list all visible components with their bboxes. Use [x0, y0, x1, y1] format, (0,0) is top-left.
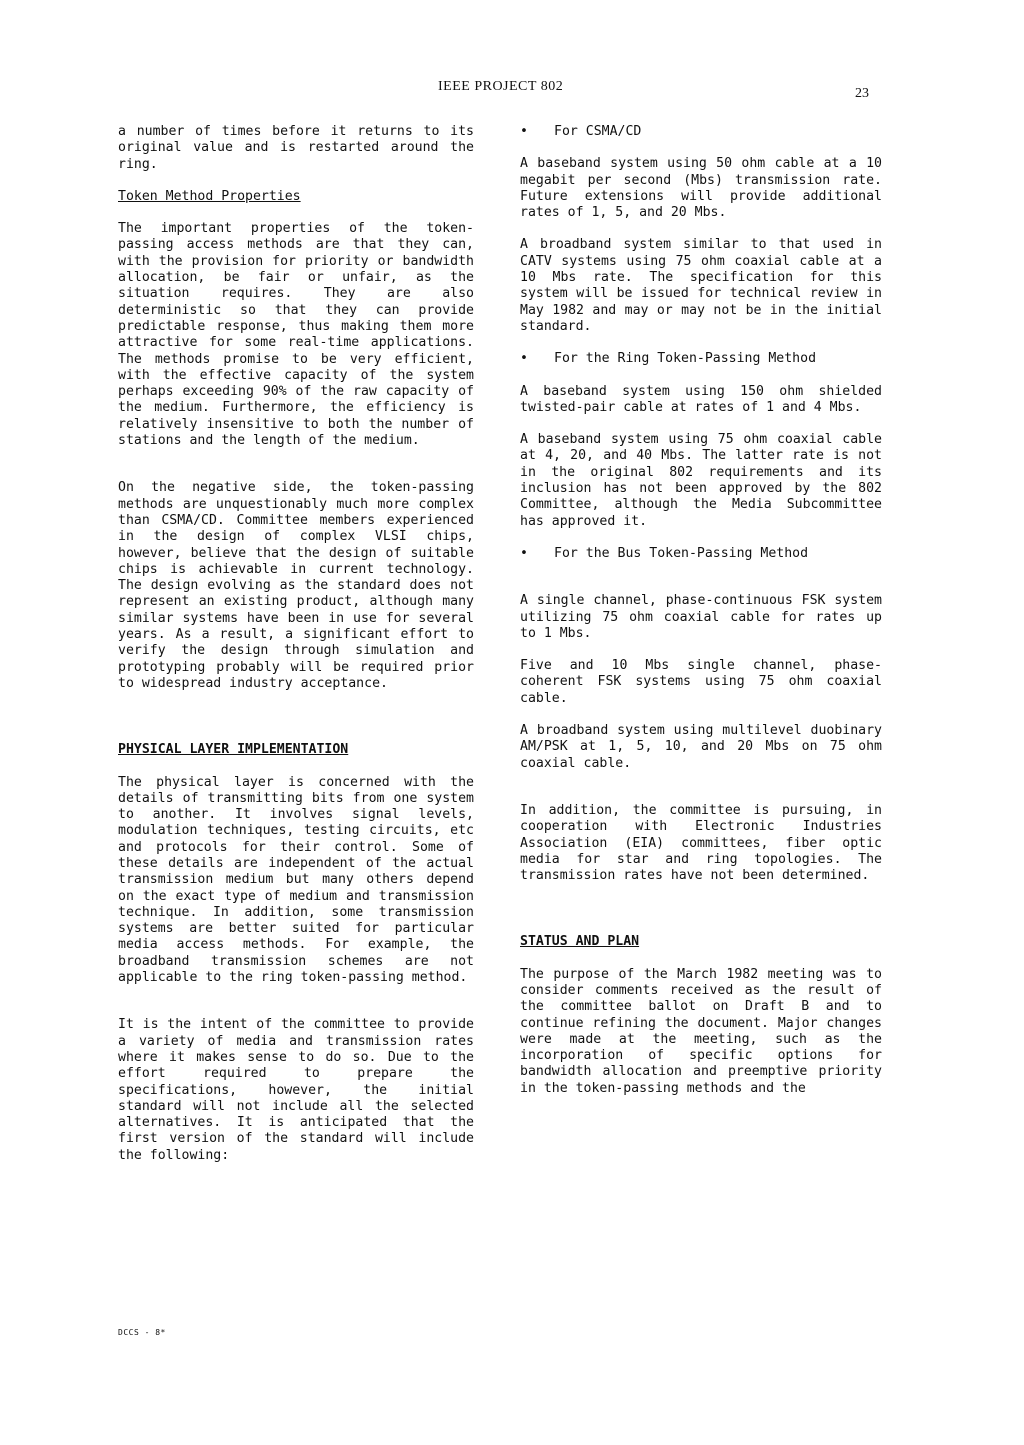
paragraph-phase-coherent-fsk: Five and 10 Mbs single channel, phase-coherent FSK systems using 75 ohm coaxial cable. — [520, 658, 882, 706]
bullet-label-ring-token: For the Ring Token-Passing Method — [554, 351, 817, 367]
bullet-dot-icon: • — [520, 351, 528, 367]
paragraph-fiber-optic: In addition, the committee is pursuing, in cooperation with Electronic Industries Association (EIA) committees, fiber optic media for star and ring topologies. The transmission rates have not been determined. — [520, 802, 882, 884]
paragraph-ring-restart: a number of times before it returns to its original value and is restarted around the ring. — [118, 124, 474, 172]
paragraph-baseband-50-ohm: A baseband system using 50 ohm cable at a 10 megabit per second (Mbs) transmission rate. Future extensions will provide additional rates of 1, 5, and 20 Mbs. — [520, 156, 882, 221]
running-header: IEEE PROJECT 802 — [438, 79, 564, 94]
footer-code: DCCS - 8* — [118, 1328, 166, 1337]
paragraph-broadband-catv: A broadband system similar to that used in CATV systems using 75 ohm coaxial cable at a 10 Mbs rate. The specification for this system will be issued for technical review in May 1982 and may or may not be in the initial standard. — [520, 237, 882, 334]
paragraph-march-meeting: The purpose of the March 1982 meeting was to consider comments received as the result of the committee ballot on Draft B and to continue refining the document. Major changes were made at the meeting, such as the incorporation of specific options for bandwidth allocation and preemptive priority in the token-passing methods and the — [520, 966, 882, 1096]
bullet-ring-token — [520, 351, 882, 367]
paragraph-physical-layer: The physical layer is concerned with the details of transmitting bits from one system to another. It involves signal levels, modulation techniques, testing circuits, etc and protocols for their control. Some of these details are independent of the actual transmission medium but many others depend on the exact type of medium and transmission technique. In addition, some transmission systems are better suited for particular media access methods. For example, the broadband transmission schemes are not applicable to the ring token-passing method. — [118, 774, 474, 986]
heading-physical-layer: PHYSICAL LAYER IMPLEMENTATION — [118, 742, 349, 758]
paragraph-token-properties: The important properties of the token-passing access methods are that they can, with the provision for priority or bandwidth allocation, be fair or unfair, as the situation requires. They are also deterministic so that they can provide predictable response, thus making them more attractive for some real-time applications. The methods promise to be very efficient, with the effective capacity of the system perhaps exceeding 90% of the raw capacity of the medium. Furthermore, the efficiency is relatively insensitive to both the number of stations and the length of the medium. — [118, 221, 474, 449]
bullet-dot-icon: • — [520, 124, 528, 139]
paragraph-baseband-75-ohm: A baseband system using 75 ohm coaxial cable at 4, 20, and 40 Mbs. The latter rate is not in the original 802 requirements and its inclusion has not been approved by the 802 Committee, although the Media Subcommittee has approved it. — [520, 432, 882, 529]
bullet-label-csma-cd: For CSMA/CD — [554, 124, 642, 139]
bullet-dot-icon: • — [520, 545, 528, 561]
bullet-bus-token — [520, 546, 882, 562]
left-column — [118, 124, 474, 1164]
heading-status-and-plan: STATUS AND PLAN — [520, 934, 640, 950]
right-column — [520, 124, 882, 1097]
bullet-label-bus-token: For the Bus Token-Passing Method — [554, 545, 809, 561]
paragraph-negative-side: On the negative side, the token-passing methods are unquestionably much more complex than CSMA/CD. Committee members experienced in the design of complex VLSI chips, however, believe that the design of suitable chips is achievable in current technology. The design evolving as the standard does not represent an existing product, although many similar systems have been in use for several years. As a result, a significant effort to verify the design through simulation and prototyping probably will be required prior to widespread industry acceptance. — [118, 480, 474, 691]
paragraph-committee-intent: It is the intent of the committee to provide a variety of media and transmission rates where it makes sense to do so. Due to the effort required to prepare the specifications, however, the initial standard will not include all the selected alternatives. It is anticipated that the first version of the standard will include the following: — [118, 1017, 474, 1163]
paragraph-fsk-single-channel: A single channel, phase-continuous FSK system utilizing 75 ohm coaxial cable for rates up to 1 Mbs. — [520, 593, 882, 641]
heading-token-method-properties: Token Method Properties — [118, 188, 301, 204]
page-number: 23 — [855, 86, 869, 101]
paragraph-baseband-150-ohm: A baseband system using 150 ohm shielded twisted-pair cable at rates of 1 and 4 Mbs. — [520, 383, 882, 415]
bullet-csma-cd — [520, 124, 882, 140]
paragraph-multilevel-duobinary: A broadband system using multilevel duobinary AM/PSK at 1, 5, 10, and 20 Mbs on 75 ohm coaxial cable. — [520, 723, 882, 771]
